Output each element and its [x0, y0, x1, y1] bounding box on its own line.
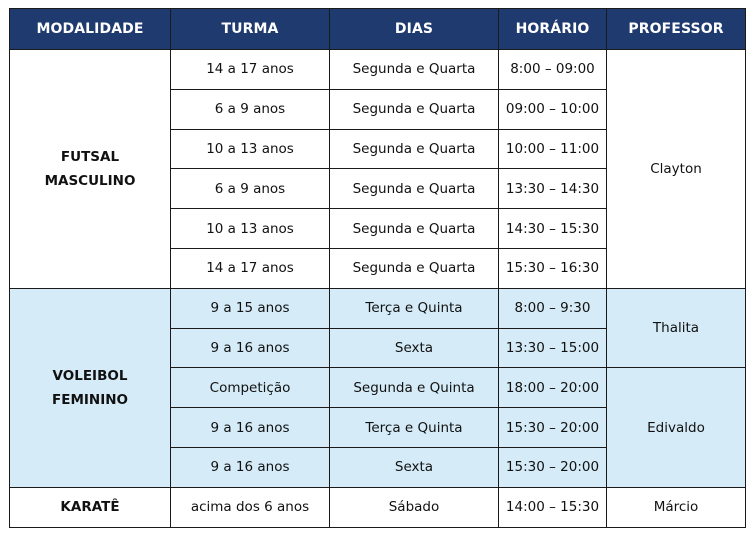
- modalidade-line: KARATÊ: [60, 499, 120, 516]
- modalidade-futsal: [10, 50, 171, 289]
- horario-cell: 14:30 – 15:30: [499, 209, 607, 249]
- header-dias: DIAS: [330, 9, 499, 50]
- dias-cell: Segunda e Quarta: [330, 248, 499, 288]
- modalidade-line: VOLEIBOL: [52, 367, 128, 384]
- turma-cell: 10 a 13 anos: [171, 209, 330, 249]
- dias-cell: Segunda e Quinta: [330, 368, 499, 408]
- header-professor: PROFESSOR: [607, 9, 746, 50]
- table-row: [10, 288, 746, 328]
- modalidade-line: FUTSAL: [60, 148, 120, 165]
- dias-cell: Sexta: [330, 328, 499, 368]
- dias-cell: Sexta: [330, 447, 499, 487]
- dias-cell: Segunda e Quarta: [330, 50, 499, 90]
- header-turma: TURMA: [171, 9, 330, 50]
- horario-cell: 15:30 – 20:00: [499, 408, 607, 448]
- turma-cell: 9 a 15 anos: [171, 288, 330, 328]
- dias-cell: Terça e Quinta: [330, 408, 499, 448]
- horario-cell: 10:00 – 11:00: [499, 129, 607, 169]
- turma-cell: 6 a 9 anos: [171, 89, 330, 129]
- horario-cell: 15:30 – 16:30: [499, 248, 607, 288]
- turma-cell: 14 a 17 anos: [171, 50, 330, 90]
- horario-cell: 09:00 – 10:00: [499, 89, 607, 129]
- horario-cell: 13:30 – 14:30: [499, 169, 607, 209]
- turma-cell: 9 a 16 anos: [171, 447, 330, 487]
- horario-cell: 8:00 – 9:30: [499, 288, 607, 328]
- horario-cell: 14:00 – 15:30: [499, 487, 607, 527]
- header-horario: HORÁRIO: [499, 9, 607, 50]
- dias-cell: Segunda e Quarta: [330, 169, 499, 209]
- modalidade-line: FEMININO: [52, 391, 128, 408]
- table-row: [10, 50, 746, 90]
- header-modalidade: MODALIDADE: [10, 9, 171, 50]
- modalidade-karate: [10, 487, 171, 527]
- turma-cell: 14 a 17 anos: [171, 248, 330, 288]
- dias-cell: Sábado: [330, 487, 499, 527]
- professor-cell: Márcio: [607, 487, 746, 527]
- table-row: [10, 487, 746, 527]
- dias-cell: Segunda e Quarta: [330, 209, 499, 249]
- turma-cell: 6 a 9 anos: [171, 169, 330, 209]
- turma-cell: acima dos 6 anos: [171, 487, 330, 527]
- dias-cell: Segunda e Quarta: [330, 129, 499, 169]
- modalidade-line: MASCULINO: [44, 172, 136, 189]
- modalidade-voleibol: [10, 288, 171, 487]
- horario-cell: 18:00 – 20:00: [499, 368, 607, 408]
- schedule-table: [9, 8, 746, 528]
- horario-cell: 13:30 – 15:00: [499, 328, 607, 368]
- turma-cell: 10 a 13 anos: [171, 129, 330, 169]
- turma-cell: 9 a 16 anos: [171, 408, 330, 448]
- dias-cell: Terça e Quinta: [330, 288, 499, 328]
- dias-cell: Segunda e Quarta: [330, 89, 499, 129]
- horario-cell: 15:30 – 20:00: [499, 447, 607, 487]
- professor-cell: Thalita: [607, 288, 746, 368]
- horario-cell: 8:00 – 09:00: [499, 50, 607, 90]
- professor-cell: Clayton: [607, 50, 746, 289]
- turma-cell: Competição: [171, 368, 330, 408]
- header-row: [10, 9, 746, 50]
- professor-cell: Edivaldo: [607, 368, 746, 487]
- turma-cell: 9 a 16 anos: [171, 328, 330, 368]
